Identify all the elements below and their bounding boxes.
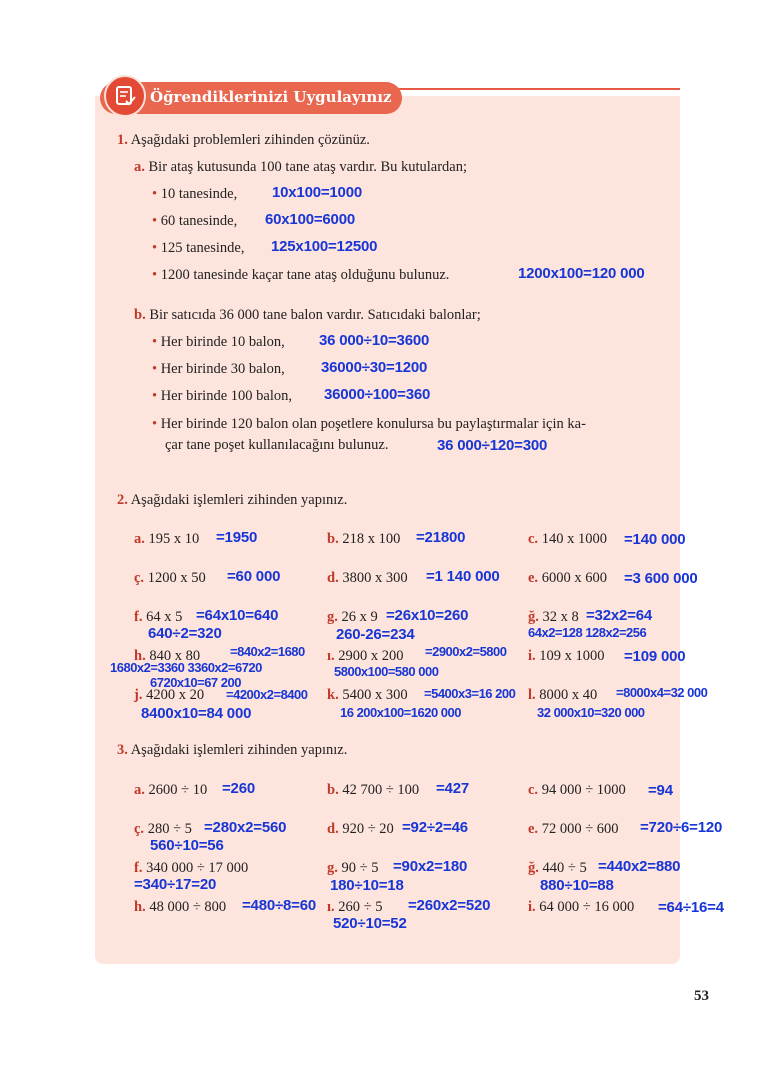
q1b-text: b. Bir satıcıda 36 000 tane balon vardır. Satıcıdaki balonlar; (134, 307, 481, 323)
q3-item: ç. 280 ÷ 5 (134, 821, 192, 837)
q2-item: ç. 1200 x 50 (134, 570, 206, 586)
q3-item: f. 340 000 ÷ 17 000 (134, 860, 249, 876)
q2-item: b. 218 x 100 (327, 531, 401, 547)
handwritten-answer: =8000x4=32 000 (616, 685, 708, 700)
handwritten-answer: =720÷6=120 (640, 819, 723, 836)
handwritten-answer: =32x2=64 (586, 607, 652, 624)
handwritten-answer: 5800x100=580 000 (334, 664, 439, 679)
q2-item: g. 26 x 9 (327, 609, 378, 625)
q3-item: ı. 260 ÷ 5 (327, 899, 383, 915)
handwritten-answer: 1200x100=120 000 (518, 265, 645, 282)
q1-heading: 1. Aşağıdaki problemleri zihinden çözünüz. (117, 132, 370, 148)
handwritten-answer: =480÷8=60 (242, 897, 317, 914)
q3-item: ğ. 440 ÷ 5 (528, 860, 587, 876)
handwritten-answer: =340÷17=20 (134, 876, 217, 893)
q2-item: ğ. 32 x 8 (528, 609, 579, 625)
handwritten-answer: =5400x3=16 200 (424, 686, 516, 701)
q2-item: j. 4200 x 20 (134, 687, 205, 703)
handwritten-answer: =1 140 000 (426, 568, 500, 585)
handwritten-answer: 6720x10=67 200 (150, 675, 241, 690)
handwritten-answer: 880÷10=88 (540, 877, 614, 894)
q1b-item: • Her birinde 120 balon olan poşetlere konulursa bu paylaştırmalar için ka- (152, 416, 586, 432)
handwritten-answer: =94 (648, 782, 673, 799)
handwritten-answer: 36000÷100=360 (324, 386, 431, 403)
handwritten-answer: 16 200x100=1620 000 (340, 705, 461, 720)
handwritten-answer: =440x2=880 (598, 858, 681, 875)
handwritten-answer: 60x100=6000 (265, 211, 355, 228)
q1b-item: • Her birinde 100 balon, (152, 388, 292, 404)
q1b-item: • Her birinde 30 balon, (152, 361, 285, 377)
handwritten-answer: =21800 (416, 529, 466, 546)
q3-item: g. 90 ÷ 5 (327, 860, 379, 876)
handwritten-answer: =140 000 (624, 531, 686, 548)
section-title: Öğrendiklerinizi Uygulayınız (150, 88, 392, 106)
q3-heading: 3. Aşağıdaki işlemleri zihinden yapınız. (117, 742, 348, 758)
q2-item: d. 3800 x 300 (327, 570, 408, 586)
handwritten-answer: 32 000x10=320 000 (537, 705, 645, 720)
handwritten-answer: 36 000÷120=300 (437, 437, 548, 454)
q1a-text: a. Bir ataş kutusunda 100 tane ataş vardır. Bu kutulardan; (134, 159, 468, 175)
q1a-item: • 60 tanesinde, (152, 213, 238, 229)
q2-item: e. 6000 x 600 (528, 570, 607, 586)
handwritten-answer: =3 600 000 (624, 570, 698, 587)
handwritten-answer: =840x2=1680 (230, 644, 305, 659)
header-rule (380, 88, 680, 90)
q1a-item: • 125 tanesinde, (152, 240, 245, 256)
handwritten-answer: 125x100=12500 (271, 238, 378, 255)
handwritten-answer: =109 000 (624, 648, 686, 665)
handwritten-answer: 640÷2=320 (148, 625, 222, 642)
q2-item: ı. 2900 x 200 (327, 648, 404, 664)
handwritten-answer: 64x2=128 128x2=256 (528, 625, 647, 640)
handwritten-answer: =427 (436, 780, 469, 797)
q3-item: i. 64 000 ÷ 16 000 (528, 899, 635, 915)
q2-item: k. 5400 x 300 (327, 687, 408, 703)
q2-heading: 2. Aşağıdaki işlemleri zihinden yapınız. (117, 492, 348, 508)
handwritten-answer: 520÷10=52 (333, 915, 407, 932)
handwritten-answer: 10x100=1000 (272, 184, 362, 201)
handwritten-answer: =4200x2=8400 (226, 687, 308, 702)
q3-item: b. 42 700 ÷ 100 (327, 782, 420, 798)
handwritten-answer: =64÷16=4 (658, 899, 724, 916)
handwritten-answer: 180÷10=18 (330, 877, 404, 894)
q3-item: h. 48 000 ÷ 800 (134, 899, 227, 915)
q3-item: e. 72 000 ÷ 600 (528, 821, 619, 837)
handwritten-answer: =92÷2=46 (402, 819, 468, 836)
handwritten-answer: 560÷10=56 (150, 837, 224, 854)
q2-item: l. 8000 x 40 (528, 687, 598, 703)
q1a-item: • 1200 tanesinde kaçar tane ataş olduğunu bulunuz. (152, 267, 450, 283)
q1a-item: • 10 tanesinde, (152, 186, 238, 202)
handwritten-answer: =260 (222, 780, 255, 797)
handwritten-answer: =2900x2=5800 (425, 644, 507, 659)
q1b-item: • Her birinde 10 balon, (152, 334, 285, 350)
handwritten-answer: 8400x10=84 000 (141, 705, 252, 722)
q2-item: f. 64 x 5 (134, 609, 183, 625)
handwritten-answer: =64x10=640 (196, 607, 279, 624)
handwritten-answer: =90x2=180 (393, 858, 468, 875)
page-number: 53 (694, 988, 709, 1004)
handwritten-answer: 1680x2=3360 3360x2=6720 (110, 660, 262, 675)
q3-item: a. 2600 ÷ 10 (134, 782, 208, 798)
checklist-icon (104, 75, 146, 117)
handwritten-answer: 36 000÷10=3600 (319, 332, 430, 349)
handwritten-answer: 260-26=234 (336, 626, 415, 643)
handwritten-answer: =280x2=560 (204, 819, 287, 836)
handwritten-answer: =1950 (216, 529, 258, 546)
q2-item: a. 195 x 10 (134, 531, 200, 547)
q3-item: c. 94 000 ÷ 1000 (528, 782, 626, 798)
handwritten-answer: =60 000 (227, 568, 281, 585)
q2-item: c. 140 x 1000 (528, 531, 607, 547)
q2-item: h. 840 x 80 (134, 648, 201, 664)
handwritten-answer: 36000÷30=1200 (321, 359, 428, 376)
q1b-item-cont: çar tane poşet kullanılacağını bulunuz. (165, 437, 389, 453)
q3-item: d. 920 ÷ 20 (327, 821, 394, 837)
handwritten-answer: =260x2=520 (408, 897, 491, 914)
handwritten-answer: =26x10=260 (386, 607, 469, 624)
q2-item: i. 109 x 1000 (528, 648, 605, 664)
